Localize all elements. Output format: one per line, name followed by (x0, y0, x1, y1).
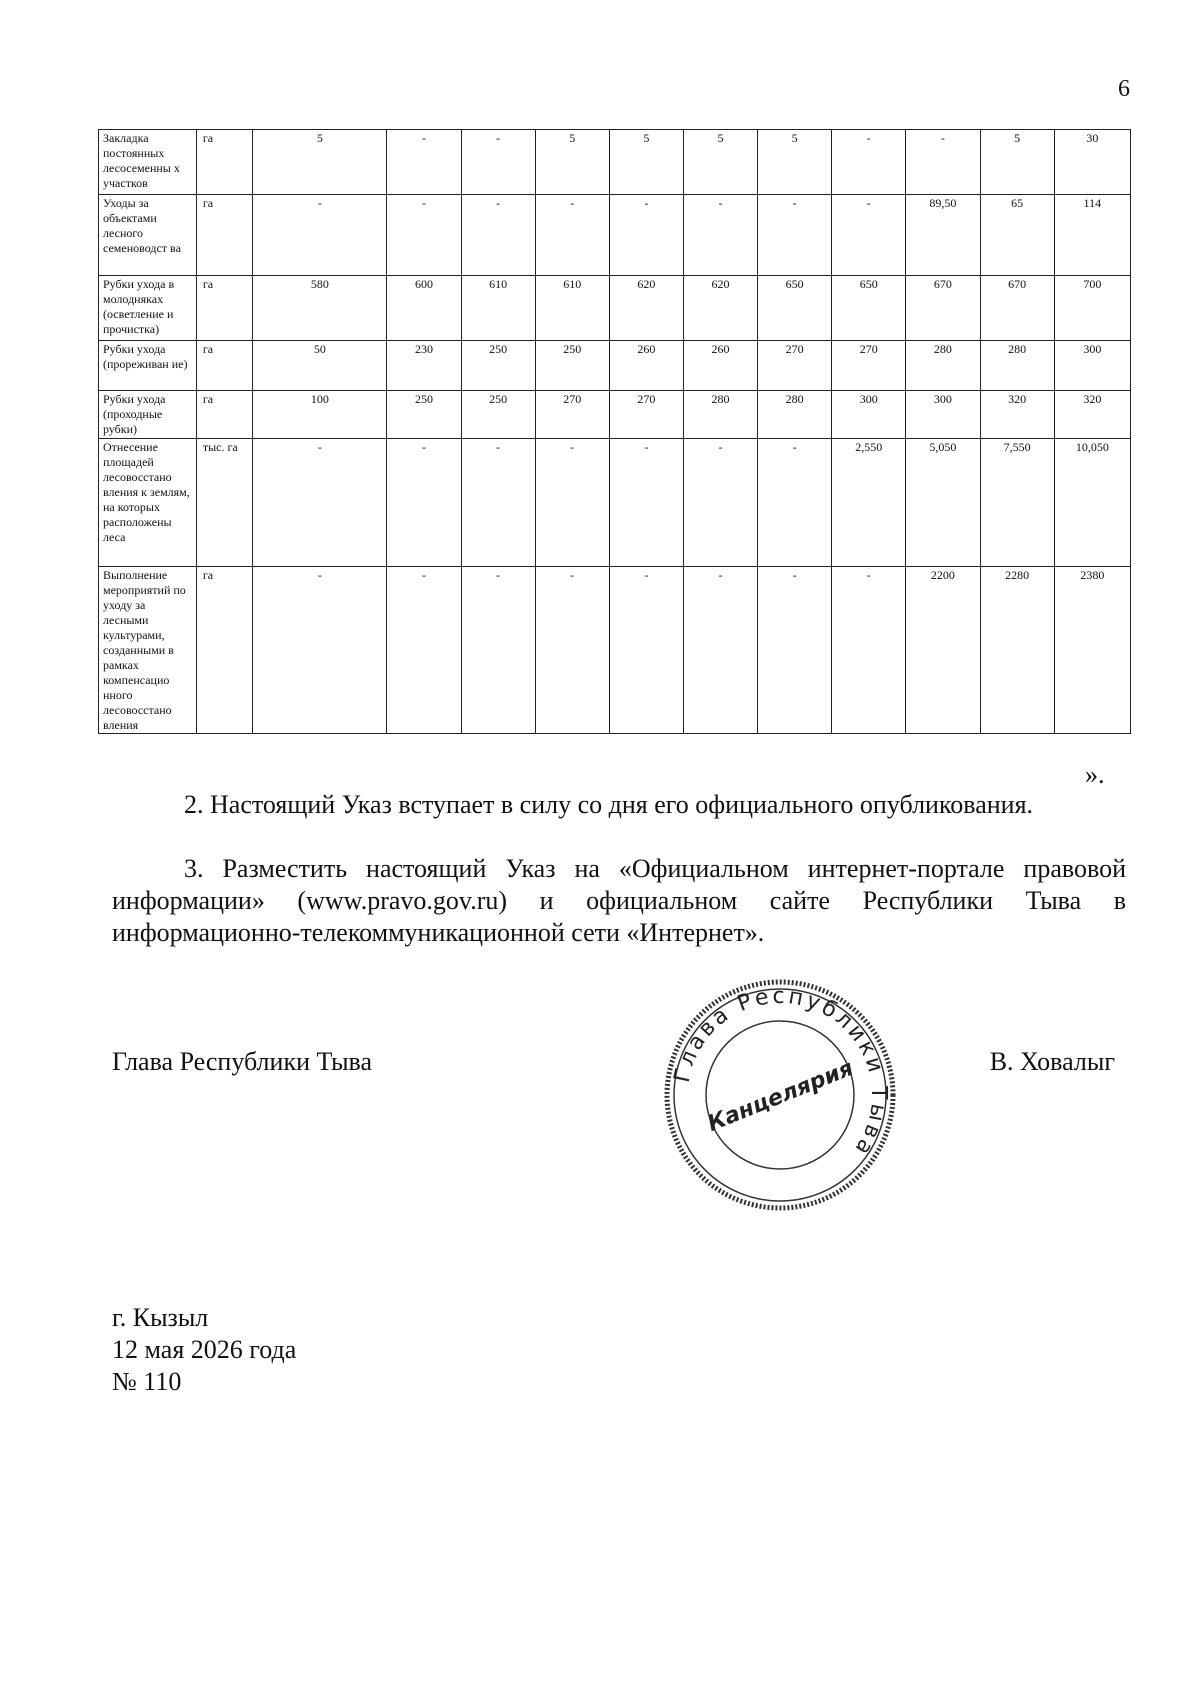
table-row (99, 391, 1131, 439)
value-cell: 2200 (906, 567, 980, 734)
row-unit-cell: га (196, 276, 253, 341)
table-row (99, 567, 1131, 734)
row-name-cell: Рубки ухода в молодняках (осветление и прочистка) (99, 276, 197, 341)
signatory-name: В. Ховалыг (989, 1047, 1115, 1076)
value-cell: 260 (683, 341, 757, 391)
value-cell: - (387, 195, 461, 276)
value-cell: 320 (980, 391, 1054, 439)
row-unit-cell: га (196, 130, 253, 195)
signatory-title: Глава Республики Тыва (112, 1047, 373, 1076)
value-cell: - (609, 195, 683, 276)
value-cell: 270 (758, 341, 832, 391)
row-unit-cell: га (196, 567, 253, 734)
value-cell: - (387, 130, 461, 195)
row-unit-cell: тыс. га (196, 439, 253, 567)
value-cell: 610 (461, 276, 535, 341)
value-cell: 610 (535, 276, 609, 341)
value-cell: 65 (980, 195, 1054, 276)
value-cell: - (461, 130, 535, 195)
value-cell: 600 (387, 276, 461, 341)
row-name-cell: Отнесение площадей лесовосстано вления к землям, на которых расположены леса (99, 439, 197, 567)
svg-text:Канцелярия: Канцелярия (704, 1055, 858, 1137)
table-row (99, 195, 1131, 276)
row-unit-cell: га (196, 195, 253, 276)
value-cell: - (535, 195, 609, 276)
value-cell: - (832, 195, 906, 276)
value-cell: 5 (980, 130, 1054, 195)
value-cell: 2280 (980, 567, 1054, 734)
value-cell: 280 (906, 341, 980, 391)
value-cell: 280 (980, 341, 1054, 391)
value-cell: - (609, 439, 683, 567)
value-cell: 650 (758, 276, 832, 341)
value-cell: 270 (609, 391, 683, 439)
place-date: 12 мая 2026 года (112, 1335, 297, 1364)
value-cell: - (758, 439, 832, 567)
value-cell: - (832, 130, 906, 195)
value-cell: 280 (683, 391, 757, 439)
value-cell: - (758, 195, 832, 276)
value-cell: 650 (832, 276, 906, 341)
row-unit-cell: га (196, 391, 253, 439)
value-cell: 5 (758, 130, 832, 195)
value-cell: 100 (253, 391, 387, 439)
page-number: 6 (1118, 76, 1130, 102)
table-row (99, 439, 1131, 567)
value-cell: - (253, 439, 387, 567)
paragraph-effective-date: 2. Настоящий Указ вступает в силу со дня его официального опубликования. (184, 790, 1034, 819)
value-cell: 300 (832, 391, 906, 439)
row-name-cell: Закладка постоянных лесосеменны х участков (99, 130, 197, 195)
value-cell: - (535, 439, 609, 567)
row-name-cell: Рубки ухода (прореживан ие) (99, 341, 197, 391)
value-cell: - (461, 567, 535, 734)
row-name-cell: Выполнение мероприятий по уходу за лесными культурами, созданными в рамках компенсацио нного лесовосстано вления (99, 567, 197, 734)
value-cell: - (832, 567, 906, 734)
value-cell: 50 (253, 341, 387, 391)
value-cell: - (758, 567, 832, 734)
value-cell: 5,050 (906, 439, 980, 567)
value-cell: 7,550 (980, 439, 1054, 567)
value-cell: 300 (906, 391, 980, 439)
row-unit-cell: га (196, 341, 253, 391)
value-cell: 700 (1054, 276, 1130, 341)
value-cell: - (535, 567, 609, 734)
value-cell: 620 (609, 276, 683, 341)
value-cell: 270 (832, 341, 906, 391)
value-cell: 580 (253, 276, 387, 341)
value-cell: - (387, 439, 461, 567)
document-number: № 110 (112, 1367, 182, 1396)
value-cell: 30 (1054, 130, 1130, 195)
value-cell: 2380 (1054, 567, 1130, 734)
value-cell: 280 (758, 391, 832, 439)
table-row (99, 276, 1131, 341)
value-cell: 670 (980, 276, 1054, 341)
paragraph-publication: 3. Разместить настоящий Указ на «Официальном интернет-портале правовой информации» (www.pravo.gov.ru) и официальном сайте Республики Тыва в информационно-телекоммуникационной сети «Интернет». (112, 854, 1126, 947)
place-city: г. Кызыл (112, 1303, 209, 1332)
value-cell: - (387, 567, 461, 734)
value-cell: 2,550 (832, 439, 906, 567)
value-cell: - (683, 439, 757, 567)
row-name-cell: Уходы за объектами лесного семеноводст ва (99, 195, 197, 276)
value-cell: - (609, 567, 683, 734)
value-cell: - (683, 195, 757, 276)
value-cell: 670 (906, 276, 980, 341)
svg-text:Глава Республики Тыва: Глава Республики Тыва (669, 983, 892, 1162)
value-cell: 270 (535, 391, 609, 439)
value-cell: 250 (535, 341, 609, 391)
value-cell: - (461, 195, 535, 276)
value-cell: 250 (461, 341, 535, 391)
value-cell: 5 (683, 130, 757, 195)
value-cell: - (683, 567, 757, 734)
value-cell: - (253, 195, 387, 276)
value-cell: 10,050 (1054, 439, 1130, 567)
value-cell: 230 (387, 341, 461, 391)
row-name-cell: Рубки ухода (проходные рубки) (99, 391, 197, 439)
value-cell: - (461, 439, 535, 567)
value-cell: 620 (683, 276, 757, 341)
value-cell: 5 (253, 130, 387, 195)
value-cell: 320 (1054, 391, 1130, 439)
value-cell: 5 (535, 130, 609, 195)
value-cell: 300 (1054, 341, 1130, 391)
value-cell: - (253, 567, 387, 734)
value-cell: 250 (387, 391, 461, 439)
value-cell: 250 (461, 391, 535, 439)
value-cell: 114 (1054, 195, 1130, 276)
table-row (99, 341, 1131, 391)
closing-quote: ». (1085, 760, 1105, 789)
value-cell: 260 (609, 341, 683, 391)
data-table (98, 129, 1131, 734)
value-cell: - (906, 130, 980, 195)
value-cell: 89,50 (906, 195, 980, 276)
official-seal-stamp (660, 975, 900, 1215)
value-cell: 5 (609, 130, 683, 195)
table-row (99, 130, 1131, 195)
